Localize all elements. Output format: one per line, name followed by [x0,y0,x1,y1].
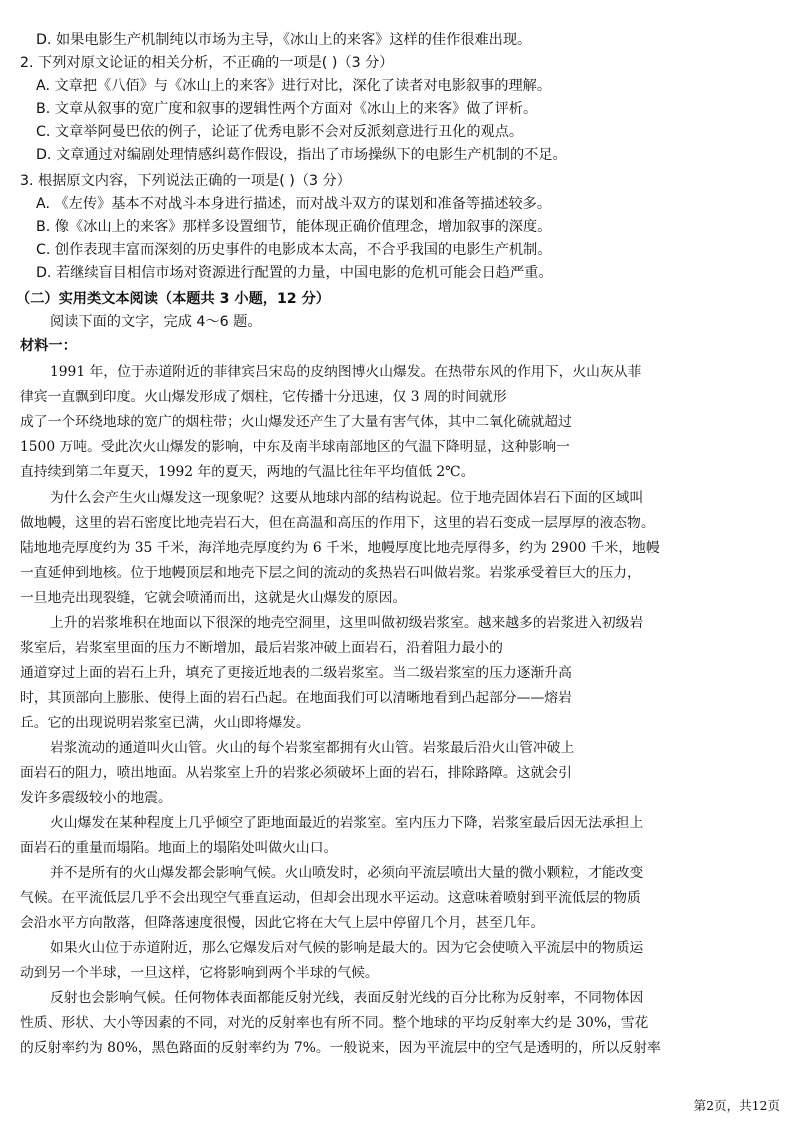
option-3b: B. 像《冰山上的来客》那样多设置细节，能体现正确价值理念，增加叙事的深度。 [36,219,552,235]
paragraph-line: 并不是所有的火山爆发都会影响气候。火山喷发时，必须向平流层喷出大量的微小颗粒，才能改变 [50,865,644,881]
option-3d: D. 若继续盲目相信市场对资源进行配置的力量，中国电影的危机可能会日趋严重。 [36,265,553,281]
paragraph-line: 时，其顶部向上膨胀、使得上面的岩石凸起。在地面我们可以清晰地看到凸起部分——熔岩 [20,690,572,706]
option-2c: C. 文章举阿曼巴依的例子，论证了优秀电影不会对反派刻意进行丑化的观点。 [36,124,524,140]
instruction: 阅读下面的文字，完成 4～6 题。 [50,314,262,330]
page-number: 第2页，共12页 [693,1098,780,1113]
paragraph-line: 1500 万吨。受此次火山爆发的影响，中东及南半球南部地区的气温下降明显，这种影响一 [20,439,570,455]
option-2d: D. 文章通过对编剧处理情感纠葛作假设，指出了市场操纵下的电影生产机制的不足。 [36,147,567,163]
material-label: 材料一： [20,338,77,354]
paragraph-line: 做地幔，这里的岩石密度比地壳岩石大，但在高温和高压的作用下，这里的岩石变成一层厚厚的液态物。 [20,515,655,531]
paragraph-line: 通道穿过上面的岩石上升，填充了更接近地表的二级岩浆室。当二级岩浆室的压力逐渐升高 [20,665,572,681]
paragraph-line: 浆室后，岩浆室里面的压力不断增加，最后岩浆冲破上面岩石，沿着阻力最小的 [20,640,503,656]
paragraph-line: 气候。在平流低层几乎不会出现空气垂直运动，但却会出现水平运动。这意味着喷射到平流低层的物质 [20,890,641,906]
paragraph-line: 1991 年，位于赤道附近的菲律宾吕宋岛的皮纳图博火山爆发。在热带东风的作用下，火山灰从菲 [50,364,642,380]
option-1d: D. 如果电影生产机制纯以市场为主导，《冰山上的来客》这样的佳作很难出现。 [36,32,532,48]
paragraph-line: 成了一个环绕地球的宽广的烟柱带；火山爆发还产生了大量有害气体，其中二氧化硫就超过 [20,414,572,430]
paragraph-line: 一直延伸到地核。位于地幔顶层和地壳下层之间的流动的炙热岩石叫做岩浆。岩浆承受着巨大的压力， [20,565,641,581]
question-3: 3. 根据原文内容，下列说法正确的一项是( )（3 分） [20,173,351,189]
paragraph-line: 岩浆流动的通道叫火山管。火山的每个岩浆室都拥有火山管。岩浆最后沿火山管冲破上 [50,740,575,756]
paragraph-line: 发许多震级较小的地震。 [20,790,172,806]
paragraph-line: 火山爆发在某种程度上几乎倾空了距地面最近的岩浆室。室内压力下降，岩浆室最后因无法承担上 [50,815,644,831]
option-2a: A. 文章把《八佰》与《冰山上的来客》进行对比，深化了读者对电影叙事的理解。 [36,78,552,94]
paragraph-line: 上升的岩浆堆积在地面以下很深的地壳空洞里，这里叫做初级岩浆室。越来越多的岩浆进入初级岩 [50,615,644,631]
paragraph-line: 直持续到第二年夏天，1992 年的夏天，两地的气温比往年平均值低 2℃。 [20,464,475,480]
option-2b: B. 文章从叙事的宽广度和叙事的逻辑性两个方面对《冰山上的来客》做了评析。 [36,101,538,117]
section-heading: （二）实用类文本阅读（本题共 3 小题，12 分） [16,291,330,307]
question-2: 2. 下列对原文论证的相关分析，不正确的一项是( )（3 分） [20,55,394,71]
paragraph-line: 为什么会产生火山爆发这一现象呢？这要从地球内部的结构说起。位于地壳固体岩石下面的区域叫 [50,490,644,506]
paragraph-line: 丘。它的出现说明岩浆室已满，火山即将爆发。 [20,715,310,731]
paragraph-line: 动到另一个半球，一旦这样，它将影响到两个半球的气候。 [20,965,379,981]
option-3c: C. 创作表现丰富而深刻的历史事件的电影成本太高，不合乎我国的电影生产机制。 [36,242,552,258]
paragraph-line: 性质、形状、大小等因素的不同，对光的反射率也有所不同。整个地球的平均反射率大约是 30%，雪花 [20,1015,649,1031]
paragraph-line: 反射也会影响气候。任何物体表面都能反射光线，表面反射光线的百分比称为反射率，不同物体因 [50,990,644,1006]
paragraph-line: 面岩石的重量而塌陷。地面上的塌陷处叫做火山口。 [20,840,338,856]
option-3a: A. 《左传》基本不对战斗本身进行描述，而对战斗双方的谋划和准备等描述较多。 [36,196,552,212]
paragraph-line: 一旦地壳出现裂缝，它就会喷涌而出，这就是火山爆发的原因。 [20,590,407,606]
paragraph-line: 会沿水平方向散落，但降落速度很慢，因此它将在大气上层中停留几个月，甚至几年。 [20,915,545,931]
paragraph-line: 陆地地壳厚度约为 35 千米，海洋地壳厚度约为 6 千米，地幔厚度比地壳厚得多，约为 2900 千米，地幔 [20,540,660,556]
paragraph-line: 律宾一直飘到印度。火山爆发形成了烟柱，它传播十分迅速，仅 3 周的时间就形 [20,389,507,405]
paragraph-line: 的反射率约为 80%，黑色路面的反射率约为 7%。一般说来，因为平流层中的空气是透明的，所以反射率 [20,1040,661,1056]
paragraph-line: 面岩石的阻力，喷出地面。从岩浆室上升的岩浆必须破坏上面的岩石，排除路障。这就会引 [20,765,572,781]
paragraph-line: 如果火山位于赤道附近，那么它爆发后对气候的影响是最大的。因为它会使喷入平流层中的物质运 [50,940,644,956]
